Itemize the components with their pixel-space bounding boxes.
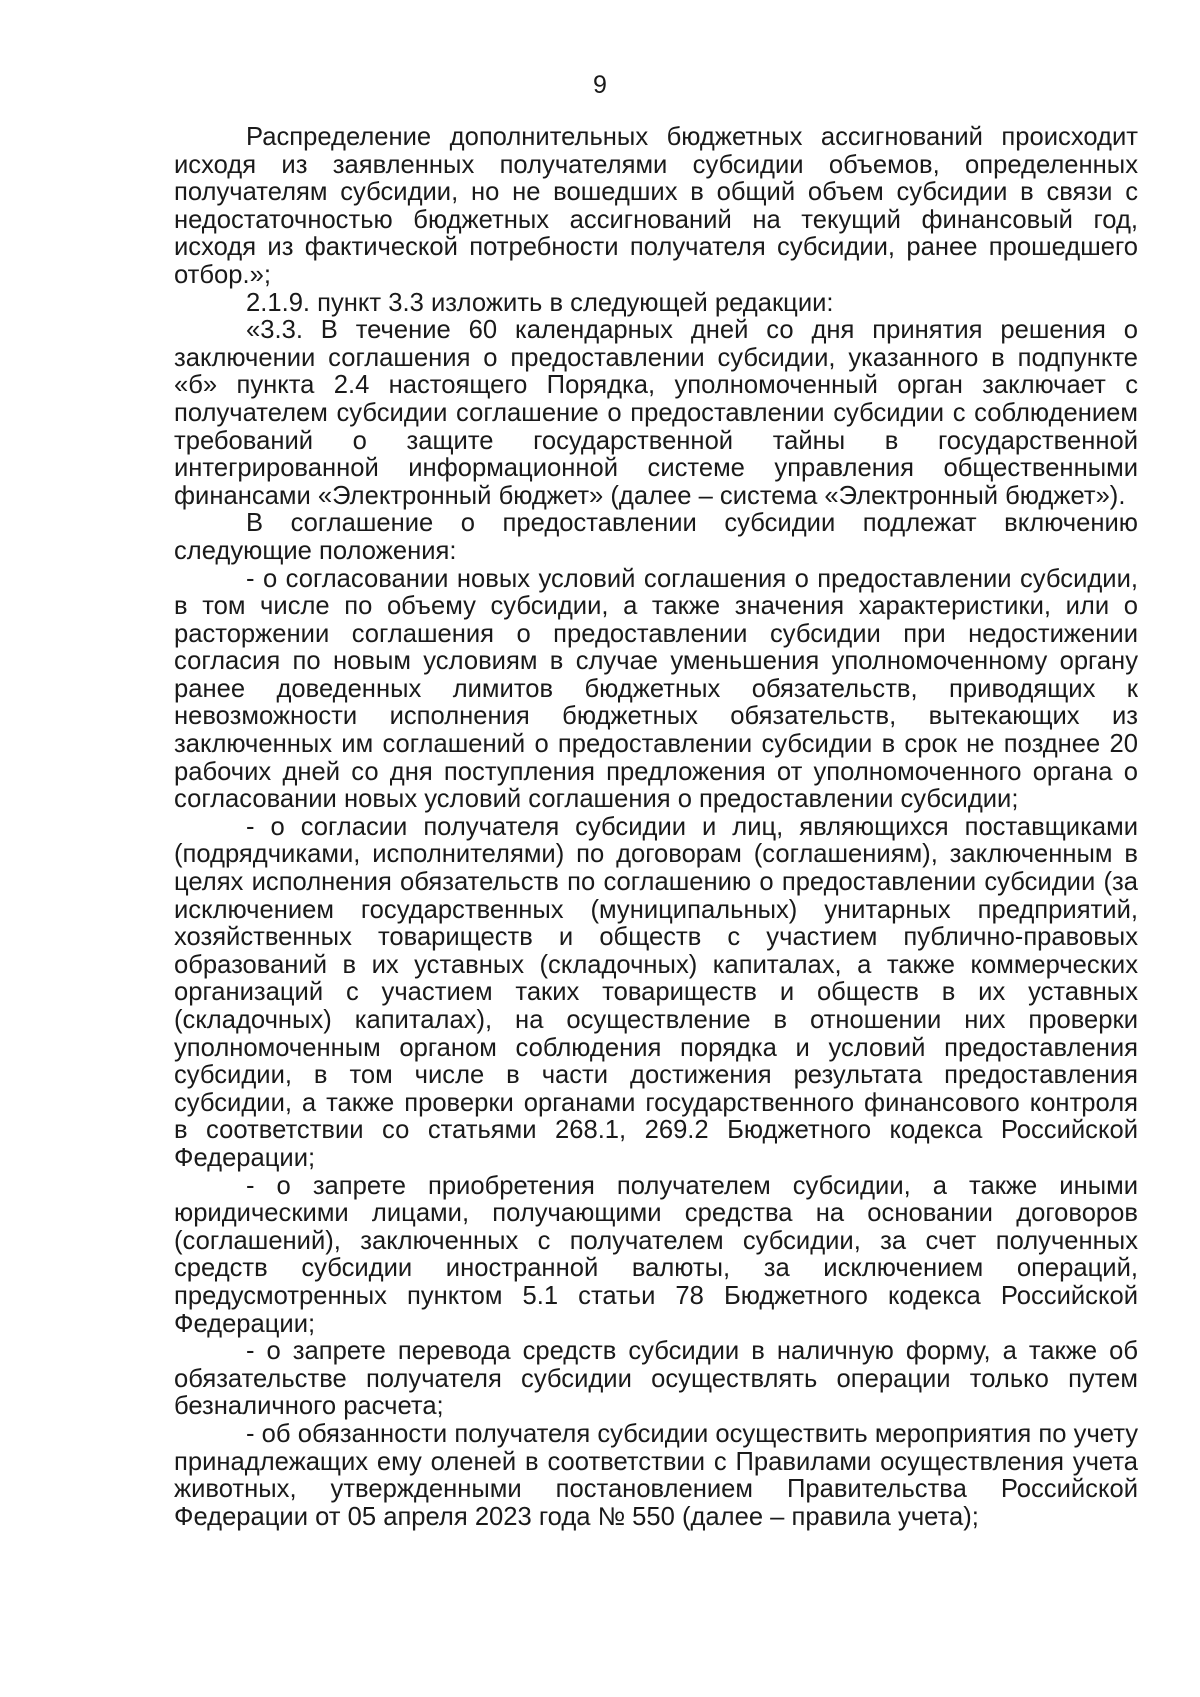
paragraph-agreement-provisions: В соглашение о предоставлении субсидии подлежат включению следующие положения: (174, 509, 1138, 565)
paragraph-budget-allocation: Распределение дополнительных бюджетных ассигнований происходит исходя из заявленных получателями субсидии объемов, определенных получателям субсидии, но не вошедших в общий объем субсидии в связи с недостаточностью бюджетных ассигнований на текущий финансовый год, исходя из фактической потребности получателя субсидии, ранее прошедшего отбор.»; (174, 123, 1138, 289)
document-body (174, 124, 1138, 1531)
list-item-consent-to-audit: - о согласии получателя субсидии и лиц, являющихся поставщиками (подрядчиками, исполнителями) по договорам (соглашениям), заключенным в целях исполнения обязательств по соглашению о предоставлении субсидии (за исключением государственных (муниципальных) унитарных предприятий, хозяйственных товариществ и обществ с участием публично-правовых образований в их уставных (складочных) капиталах, а также коммерческих организаций с участием таких товариществ и обществ в их уставных (складочных) капиталах), на осуществление в отношении них проверки уполномоченным органом соблюдения порядка и условий предоставления субсидии, в том числе в части достижения результата предоставления субсидии, а также проверки органами государственного финансового контроля в соответствии со статьями 268.1, 269.2 Бюджетного кодекса Российской Федерации; (174, 812, 1138, 1172)
list-item-foreign-currency-ban: - о запрете приобретения получателем субсидии, а также иными юридическими лицами, получающими средства на основании договоров (соглашений), заключенных с получателем субсидии, за счет полученных средств субсидии иностранной валюты, за исключением операций, предусмотренных пунктом 5.1 статьи 78 Бюджетного кодекса Российской Федерации; (174, 1171, 1138, 1338)
list-item-new-conditions: - о согласовании новых условий соглашения о предоставлении субсидии, в том числе по объему субсидии, а также значения характеристики, или о расторжении соглашения о предоставлении субсидии при недостижении согласия по новым условиям в случае уменьшения уполномоченному органу ранее доведенных лимитов бюджетных обязательств, приводящих к невозможности исполнения бюджетных обязательств, вытекающих из заключенных им соглашений о предоставлении субсидии в срок не позднее 20 рабочих дней со дня поступления предложения от уполномоченного органа о согласовании новых условий соглашения о предоставлении субсидии; (174, 564, 1138, 814)
paragraph-clause-3-3: «3.3. В течение 60 календарных дней со дня принятия решения о заключении соглашения о предоставлении субсидии, указанного в подпункте «б» пункта 2.4 настоящего Порядка, уполномоченный орган заключает с получателем субсидии соглашение о предоставлении субсидии с соблюдением требований о защите государственной тайны в государственной интегрированной информационной системе управления общественными финансами «Электронный бюджет» (далее – система «Электронный бюджет»). (174, 316, 1138, 510)
page-number: 9 (593, 71, 607, 99)
list-item-cash-transfer-ban: - о запрете перевода средств субсидии в наличную форму, а также об обязательстве получателя субсидии осуществлять операции только путем безналичного расчета; (174, 1337, 1138, 1421)
list-item-reindeer-accounting: - об обязанности получателя субсидии осуществить мероприятия по учету принадлежащих ему оленей в соответствии с Правилами осуществления учета животных, утвержденными постановлением Правительства Российской Федерации от 05 апреля 2023 года № 550 (далее – правила учета); (174, 1419, 1138, 1531)
paragraph-amendment-2-1-9: 2.1.9. пункт 3.3 изложить в следующей редакции: (246, 288, 834, 317)
